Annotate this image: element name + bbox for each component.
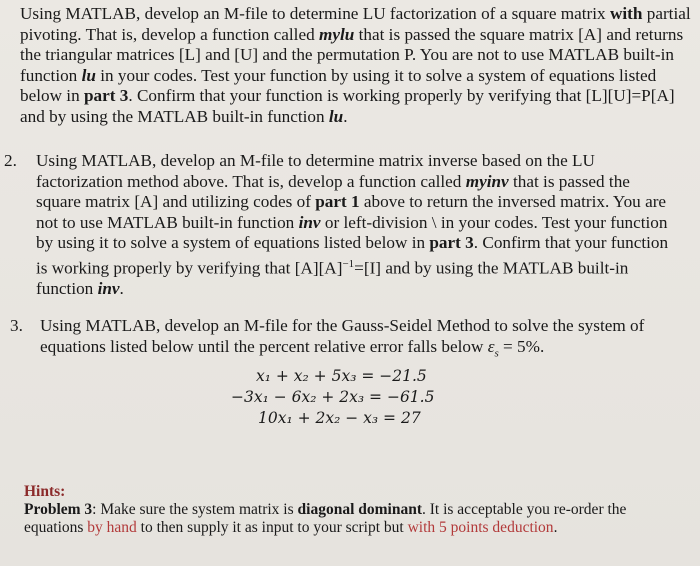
text-run: . It is acceptable you re-order the equations [24,501,627,536]
text-run: . Confirm that your function is working properly by verifying that [L][U]=P[A] and by using the MATLAB built-in function [20,86,675,126]
equation-3: 10x₁ + 2x₂ − x₃ = 27 [258,409,421,427]
equation-2: −3x₁ − 6x₂ + 2x₃ = −61.5 [231,388,435,406]
hints-title: Hints: [24,483,66,500]
equation-1: x₁ + x₂ + 5x₃ = −21.5 [256,367,427,385]
function-name-lu: lu [81,65,96,85]
text-run: =[I] and by using the MATLAB built-in function [36,258,629,299]
text-run: in your codes. Test your function by using it to solve a system of equations listed below in [20,65,657,106]
bold-run: diagonal dominant [297,501,422,518]
problem-3-number: 3. [10,316,23,335]
function-name-inv: inv [298,212,321,232]
hints-text [24,501,689,537]
superscript: −1 [342,257,355,270]
function-name-inv: inv [97,279,120,299]
text-run: partial pivoting. That is, develop a function called [20,4,691,44]
hints-section [24,483,689,537]
function-name-myinv: myinv [465,171,509,191]
text-run: that is passed the square matrix [A] and utilizing codes of [36,171,630,212]
problem-1-text [20,4,692,128]
text-run: above to return the inversed matrix. You are not to use MATLAB built-in function [36,192,667,232]
bold-run: with [609,4,643,23]
bold-run: part 3 [429,233,474,253]
text-run: : Make sure the system matrix is [92,501,298,518]
problem-3-text [40,316,680,364]
text-run: or left-division \ in your codes. Test your function by using it to solve a system of equations listed below in [36,212,668,253]
subscript: s [494,347,499,360]
text-run: . [343,106,348,126]
bold-run: part 1 [315,192,360,212]
text-run: . [119,279,124,299]
problem-2-text [36,151,676,300]
bold-run: part 3 [83,86,129,106]
hint-label: Problem 3 [24,501,93,518]
text-run: . Confirm that your function is working properly by verifying that [A][A] [36,233,669,278]
function-name-mylu: mylu [318,24,355,44]
highlight-text: by hand [87,519,137,536]
text-run: Using MATLAB, develop an M-file for the Gauss-Seidel Method to solve the system of equations listed below until the percent relative error falls below [40,316,645,356]
text-run: that is passed the square matrix [A] and returns the triangular matrices [L] and [U] and the permutation P. You are not to use MATLAB built-in function [20,24,684,85]
function-name-lu: lu [328,106,344,126]
epsilon-symbol: ε [487,336,495,356]
text-run: . [553,519,558,536]
highlight-text: with 5 points deduction [407,519,554,536]
text-run: Using MATLAB, develop an M-file to determine matrix inverse based on the LU factorization method above. That is, develop a function called [36,151,595,191]
text-run: to then supply it as input to your script but [136,519,408,536]
text-run: Using MATLAB, develop an M-file to determine LU factorization of a square matrix [20,4,610,23]
problem-2-number: 2. [4,151,17,170]
text-run: = 5%. [498,336,545,356]
